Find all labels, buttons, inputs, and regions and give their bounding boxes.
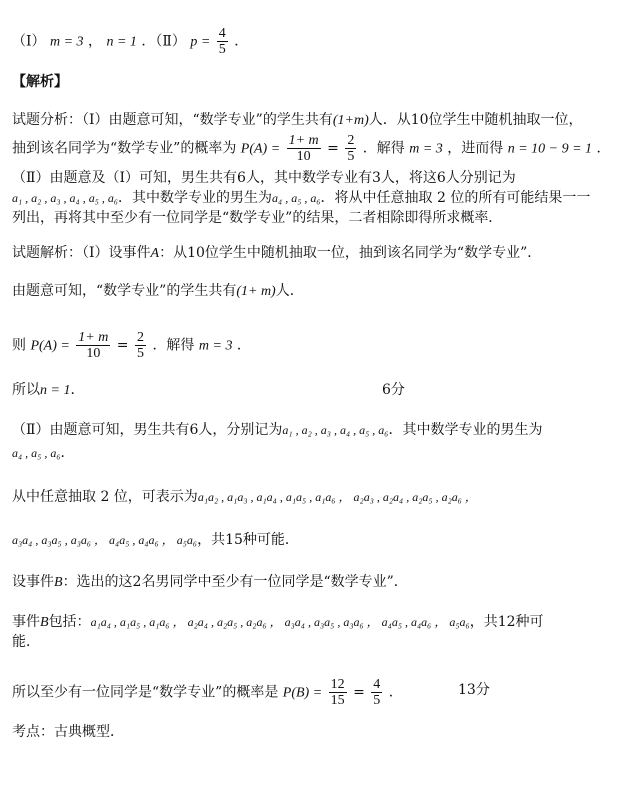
text: 人．从10位学生中随机抽取一位， (368, 112, 583, 128)
fraction-num: 4 (373, 677, 381, 692)
fraction-den: 5 (347, 149, 355, 164)
solution-line-10 (12, 612, 544, 633)
text: 人． (275, 283, 304, 299)
fraction (217, 26, 228, 57)
text: 所以至少有一位同学是“数学专业”的概率是 (12, 684, 279, 701)
solution-line-6 (12, 443, 75, 463)
math: a₁ , a₂ , a₃ , a₄ , a₅ , a₆ (282, 423, 389, 437)
text: 试题解析：（Ⅰ）设事件 (12, 245, 151, 261)
sep: ．（Ⅱ） (141, 33, 186, 50)
solution-line-1 (12, 243, 541, 264)
answer-line (12, 26, 248, 57)
math: P(A) = (30, 338, 70, 354)
math: B (40, 615, 49, 630)
fraction-den: 10 (296, 149, 311, 164)
fraction (371, 677, 382, 708)
period: ． (596, 140, 611, 157)
text: ，进而得 (447, 140, 504, 157)
math-p: p = (190, 34, 211, 50)
equals: = (116, 337, 129, 354)
text: 包括： (48, 614, 91, 630)
kaodian: 考点：古典概型． (12, 724, 124, 740)
fraction-den: 15 (330, 693, 345, 708)
analysis-line-5: 列出，再将其中至少有一位同学是“数学专业”的结果，二者相除即得所求概率． (12, 210, 503, 226)
solution-line-10b: 能． (12, 634, 40, 650)
text: （Ⅱ）由题意可知，男生共有6人，分别记为 (12, 422, 283, 438)
period: ． (70, 382, 85, 398)
text: 抽到该名同学为“数学专业”的概率为 (12, 140, 237, 157)
math: B (54, 575, 63, 590)
fraction-den: 10 (86, 346, 101, 361)
solution-line-8 (12, 530, 299, 550)
text: ．其中数学专业的男生为 (118, 190, 273, 206)
math: P(A) = (240, 141, 281, 157)
fraction-den: 5 (373, 693, 381, 708)
math: a₁a₂ , a₁a₃ , a₁a₄ , a₁a₅ , a₁a₆ ， a₂a₃ , a₂a₄ , a₂a₅ , a₂a₆ ， (197, 490, 477, 504)
text: 则 (12, 337, 26, 354)
text: 设事件 (12, 574, 54, 590)
text: ：从10位学生中随机抽取一位，抽到该名同学为“数学专业”． (159, 245, 542, 261)
fraction-num: 1+ m (78, 330, 109, 345)
math: a₄ , a₅ , a₆ (12, 446, 61, 460)
math: A (150, 246, 160, 261)
solution-line-5 (12, 420, 542, 440)
fraction-den: 5 (136, 346, 144, 361)
fraction-den: 5 (218, 42, 226, 57)
analysis-line-4 (12, 188, 590, 208)
period: ． (388, 684, 403, 701)
math: m = 3 (409, 141, 443, 157)
math: P(B) = (282, 685, 323, 701)
text: ，共15种可能． (197, 532, 299, 548)
solution-line-2 (12, 281, 304, 302)
solution-line-4 (12, 380, 84, 401)
text: 事件 (12, 614, 40, 630)
text: 所以 (12, 382, 40, 398)
score-13: 13分 (458, 682, 490, 698)
text: 由题意可知，“数学专业”的学生共有 (12, 283, 237, 299)
solution-line-3 (12, 330, 251, 361)
analysis-line-3: （Ⅱ）由题意及（Ⅰ）可知，男生共有6人，其中数学专业有3人，将这6人分别记为 (12, 170, 516, 186)
math: a₁a₄ , a₁a₅ , a₁a₆ ， a₂a₄ , a₂a₅ , a₂a₆ ， a₃a₄ , a₃a₅ , a₃a₆ ， a₄a₅ , a₄a₆ ， a₅a₆ (90, 615, 470, 629)
equals: = (353, 684, 365, 701)
math: n = 1 (40, 383, 71, 398)
fraction (135, 330, 146, 361)
math: a₃a₄ , a₃a₅ , a₃a₆ ， a₄a₅ , a₄a₆ ， a₅a₆ (12, 533, 198, 547)
period: ． (60, 445, 75, 461)
math: n = 10 − 9 = 1 (507, 141, 593, 157)
fraction-num: 1+ m (288, 133, 319, 148)
math: m = 3 (198, 338, 233, 354)
solution-line-9 (12, 572, 408, 593)
score-6: 6分 (382, 382, 405, 398)
period: ． (234, 33, 249, 50)
fraction-num: 2 (347, 133, 355, 148)
text: ：选出的这2名男同学中至少有一位同学是“数学专业”． (62, 574, 408, 590)
math: a₄ , a₅ , a₆ (272, 191, 321, 205)
equals: = (327, 140, 339, 157)
fraction (76, 330, 110, 361)
text: ．将从中任意抽取 2 位的所有可能结果一一 (320, 190, 591, 206)
text: ．解得 (152, 337, 195, 354)
math-m: m = 3 (49, 34, 84, 50)
solution-line-7 (12, 487, 477, 507)
text: 从中任意抽取 2 位，可表示为 (12, 489, 198, 505)
fraction (329, 677, 347, 708)
math: a₁ , a₂ , a₃ , a₄ , a₅ , a₆ (12, 191, 119, 205)
text: ，共12种可 (469, 614, 544, 630)
part-label: （Ⅰ） (12, 33, 46, 50)
math: (1+m) (332, 113, 369, 128)
fraction (345, 133, 356, 164)
analysis-line-1 (12, 110, 583, 131)
fraction (287, 133, 321, 164)
analysis-line-2 (12, 133, 610, 164)
text: ．解得 (362, 140, 405, 157)
fraction-num: 4 (218, 26, 226, 41)
analysis-header: 【解析】 (12, 74, 68, 90)
period: ． (236, 337, 251, 354)
sep: ， (88, 33, 102, 50)
solution-line-11 (12, 677, 403, 708)
text: 试题分析：（Ⅰ）由题意可知，“数学专业”的学生共有 (12, 112, 333, 128)
text: ．其中数学专业的男生为 (388, 422, 543, 438)
fraction-num: 12 (330, 677, 345, 692)
math: (1+ m) (236, 284, 276, 299)
fraction-num: 2 (136, 330, 144, 345)
math-n: n = 1 (106, 34, 137, 50)
